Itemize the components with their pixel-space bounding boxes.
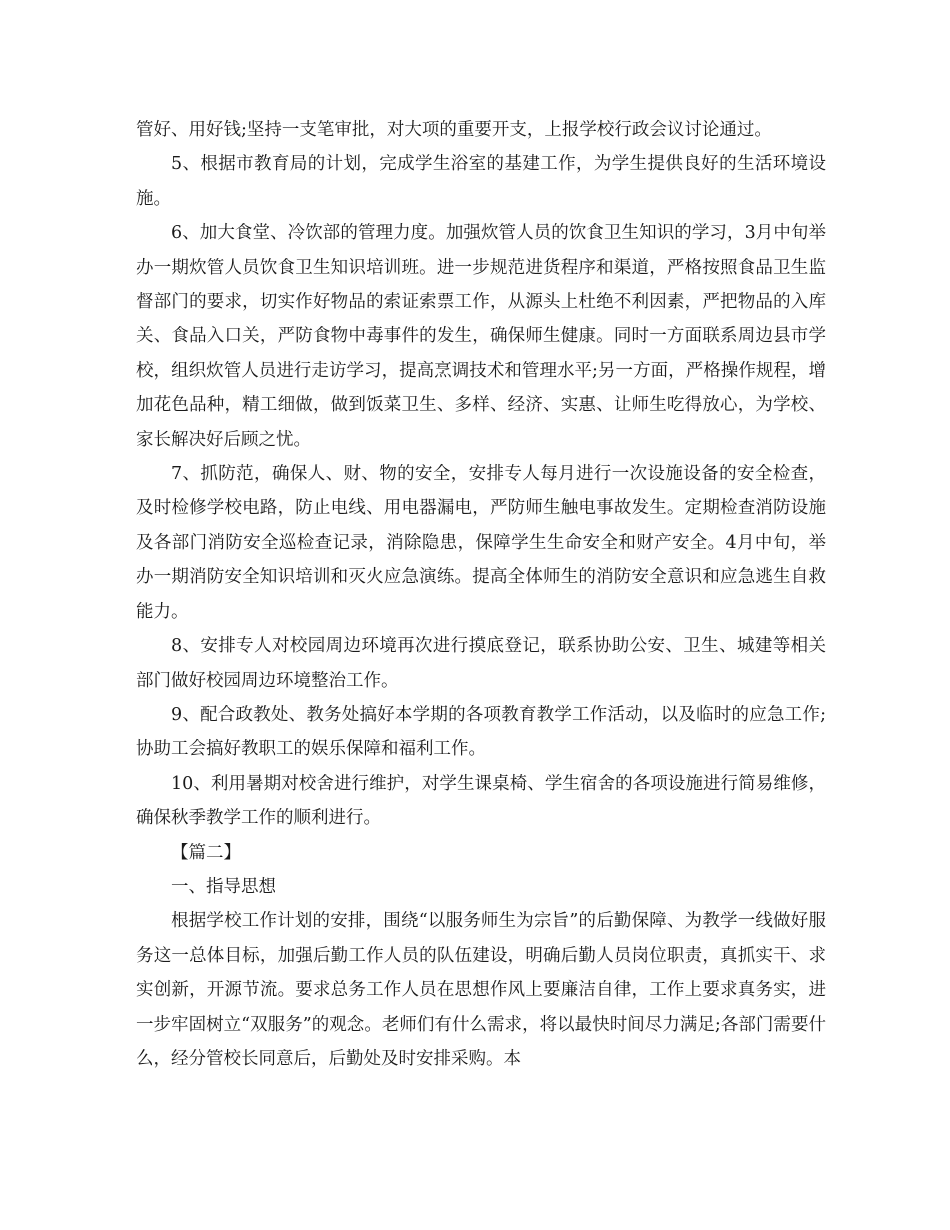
paragraph-item-8: 8、安排专人对校园周边环境再次进行摸底登记，联系协助公安、卫生、城建等相关部门做好校园周边环境整治工作。 xyxy=(136,636,826,691)
subsection-heading: 一、指导思想 xyxy=(171,876,276,897)
section-heading: 【篇二】 xyxy=(171,842,241,863)
paragraph-continuation: 管好、用好钱;坚持一支笔审批，对大项的重要开支，上报学校行政会议讨论通过。 xyxy=(136,120,772,140)
paragraph-item-9: 9、配合政教处、教务处搞好本学期的各项教育教学工作活动，以及临时的应急工作;协助工会搞好教职工的娱乐保障和福利工作。 xyxy=(136,704,826,760)
paragraph-item-5: 5、根据市教育局的计划，完成学生浴室的基建工作，为学生提供良好的生活环境设施。 xyxy=(136,154,826,209)
paragraph-item-6: 6、加大食堂、冷饮部的管理力度。加强炊管人员的饮食卫生知识的学习，3月中旬举办一期炊管人员饮食卫生知识培训班。进一步规范进货程序和渠道，严格按照食品卫生监督部门的要求，切实作好物品的索证索票工作，从源头上杜绝不利因素，严把物品的入库关、食品入口关，严防食物中毒事件的发生，确保师生健康。同时一方面联系周边县市学校，组织炊管人员进行走访学习，提高烹调技术和管理水平;另一方面，严格操作规程，增加花色品种，精工细做，做到饭菜卫生、多样、经济、实惠、让师生吃得放心，为学校、家长解决好后顾之忧。 xyxy=(136,223,826,450)
paragraph-item-10: 10、利用暑期对校舍进行维护，对学生课桌椅、学生宿舍的各项设施进行简易维修，确保秋季教学工作的顺利进行。 xyxy=(136,773,826,829)
paragraph-guiding-ideology: 根据学校工作计划的安排，围绕“以服务师生为宗旨”的后勤保障、为教学一线做好服务这一总体目标，加强后勤工作人员的队伍建设，明确后勤人员岗位职责，真抓实干、求实创新，开源节流。要求总务工作人员在思想作风上要廉洁自律，工作上要求真务实，进一步牢固树立“双服务”的观念。老师们有什么需求，将以最快时间尽力满足;各部门需要什么，经分管校长同意后，后勤处及时安排采购。本 xyxy=(136,911,826,1069)
document-body xyxy=(136,113,826,1076)
paragraph-item-7: 7、抓防范，确保人、财、物的安全，安排专人每月进行一次设施设备的安全检查，及时检修学校电路，防止电线、用电器漏电，严防师生触电事故发生。定期检查消防设施及各部门消防安全巡检查记录，消除隐患，保障学生生命安全和财产安全。4月中旬，举办一期消防安全知识培训和灭火应急演练。提高全体师生的消防安全意识和应急逃生自救能力。 xyxy=(136,464,826,622)
